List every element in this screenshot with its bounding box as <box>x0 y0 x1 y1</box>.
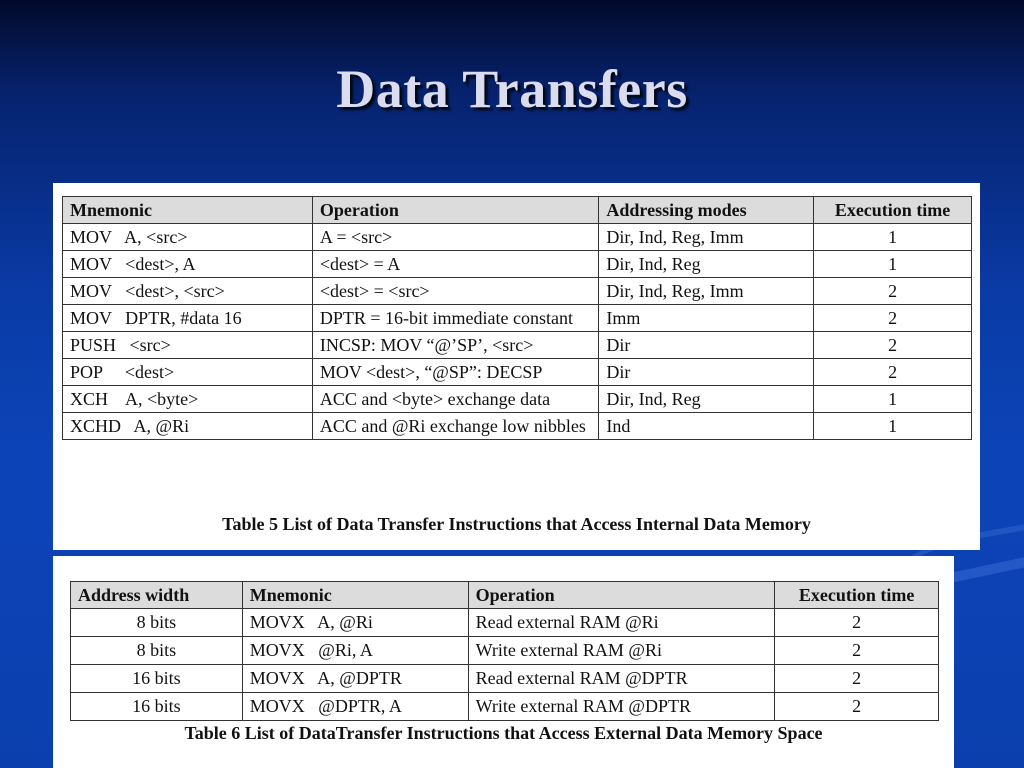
mnemonic-cell: POP <dest> <box>63 359 313 386</box>
table-row <box>63 224 972 251</box>
table-header-row <box>63 197 972 224</box>
execution-time-cell: 1 <box>814 386 972 413</box>
internal-data-transfer-table <box>62 196 972 440</box>
column-header-operation: Operation <box>312 197 599 224</box>
table-row <box>71 637 939 665</box>
execution-time-cell: 2 <box>814 332 972 359</box>
operation-cell: Read external RAM @DPTR <box>468 665 775 693</box>
mnemonic-cell: XCH A, <byte> <box>63 386 313 413</box>
operation-cell: DPTR = 16-bit immediate constant <box>312 305 599 332</box>
execution-time-cell: 2 <box>814 359 972 386</box>
execution-time-cell: 2 <box>775 665 939 693</box>
operation-cell: <dest> = A <box>312 251 599 278</box>
mnemonic-cell: MOV A, <src> <box>63 224 313 251</box>
operation-cell: Read external RAM @Ri <box>468 609 775 637</box>
execution-time-cell: 2 <box>814 305 972 332</box>
operation-cell: Write external RAM @Ri <box>468 637 775 665</box>
operation-cell: MOV <dest>, “@SP”: DECSP <box>312 359 599 386</box>
mnemonic-cell: MOV <dest>, A <box>63 251 313 278</box>
mnemonic-cell: MOVX @DPTR, A <box>242 693 468 721</box>
table-row <box>63 332 972 359</box>
address-width-cell: 8 bits <box>71 637 243 665</box>
execution-time-cell: 2 <box>775 637 939 665</box>
table-row <box>63 413 972 440</box>
column-header-execution-time: Execution time <box>775 582 939 609</box>
column-header-mnemonic: Mnemonic <box>63 197 313 224</box>
table-row <box>71 609 939 637</box>
address-width-cell: 8 bits <box>71 609 243 637</box>
table-6-caption: Table 6 List of DataTransfer Instructions that Access External Data Memory Space <box>184 723 823 743</box>
execution-time-cell: 2 <box>814 278 972 305</box>
mnemonic-cell: MOVX A, @Ri <box>242 609 468 637</box>
column-header-addressing-modes: Addressing modes <box>599 197 814 224</box>
internal-memory-table-panel <box>53 183 980 550</box>
operation-cell: A = <src> <box>312 224 599 251</box>
table-5-caption: Table 5 List of Data Transfer Instructions that Access Internal Data Memory <box>222 514 811 534</box>
table-row <box>71 665 939 693</box>
table-row <box>71 693 939 721</box>
execution-time-cell: 1 <box>814 413 972 440</box>
table-row <box>63 359 972 386</box>
addressing-modes-cell: Dir, Ind, Reg <box>599 386 814 413</box>
addressing-modes-cell: Dir <box>599 359 814 386</box>
mnemonic-cell: XCHD A, @Ri <box>63 413 313 440</box>
mnemonic-cell: PUSH <src> <box>63 332 313 359</box>
address-width-cell: 16 bits <box>71 665 243 693</box>
mnemonic-cell: MOV <dest>, <src> <box>63 278 313 305</box>
table-header-row <box>71 582 939 609</box>
execution-time-cell: 1 <box>814 224 972 251</box>
mnemonic-cell: MOVX @Ri, A <box>242 637 468 665</box>
addressing-modes-cell: Dir, Ind, Reg, Imm <box>599 224 814 251</box>
operation-cell: Write external RAM @DPTR <box>468 693 775 721</box>
column-header-execution-time: Execution time <box>814 197 972 224</box>
execution-time-cell: 2 <box>775 693 939 721</box>
mnemonic-cell: MOV DPTR, #data 16 <box>63 305 313 332</box>
operation-cell: ACC and <byte> exchange data <box>312 386 599 413</box>
execution-time-cell: 1 <box>814 251 972 278</box>
addressing-modes-cell: Dir, Ind, Reg <box>599 251 814 278</box>
addressing-modes-cell: Dir <box>599 332 814 359</box>
addressing-modes-cell: Dir, Ind, Reg, Imm <box>599 278 814 305</box>
table-row <box>63 386 972 413</box>
table-row <box>63 251 972 278</box>
execution-time-cell: 2 <box>775 609 939 637</box>
operation-cell: <dest> = <src> <box>312 278 599 305</box>
operation-cell: INCSP: MOV “@’SP’, <src> <box>312 332 599 359</box>
addressing-modes-cell: Ind <box>599 413 814 440</box>
addressing-modes-cell: Imm <box>599 305 814 332</box>
table-row <box>63 278 972 305</box>
table-row <box>63 305 972 332</box>
address-width-cell: 16 bits <box>71 693 243 721</box>
operation-cell: ACC and @Ri exchange low nibbles <box>312 413 599 440</box>
column-header-address-width: Address width <box>71 582 243 609</box>
external-data-transfer-table <box>70 581 939 721</box>
column-header-operation: Operation <box>468 582 775 609</box>
mnemonic-cell: MOVX A, @DPTR <box>242 665 468 693</box>
slide-title: Data Transfers <box>336 59 688 119</box>
external-memory-table-panel <box>53 556 954 768</box>
column-header-mnemonic: Mnemonic <box>242 582 468 609</box>
